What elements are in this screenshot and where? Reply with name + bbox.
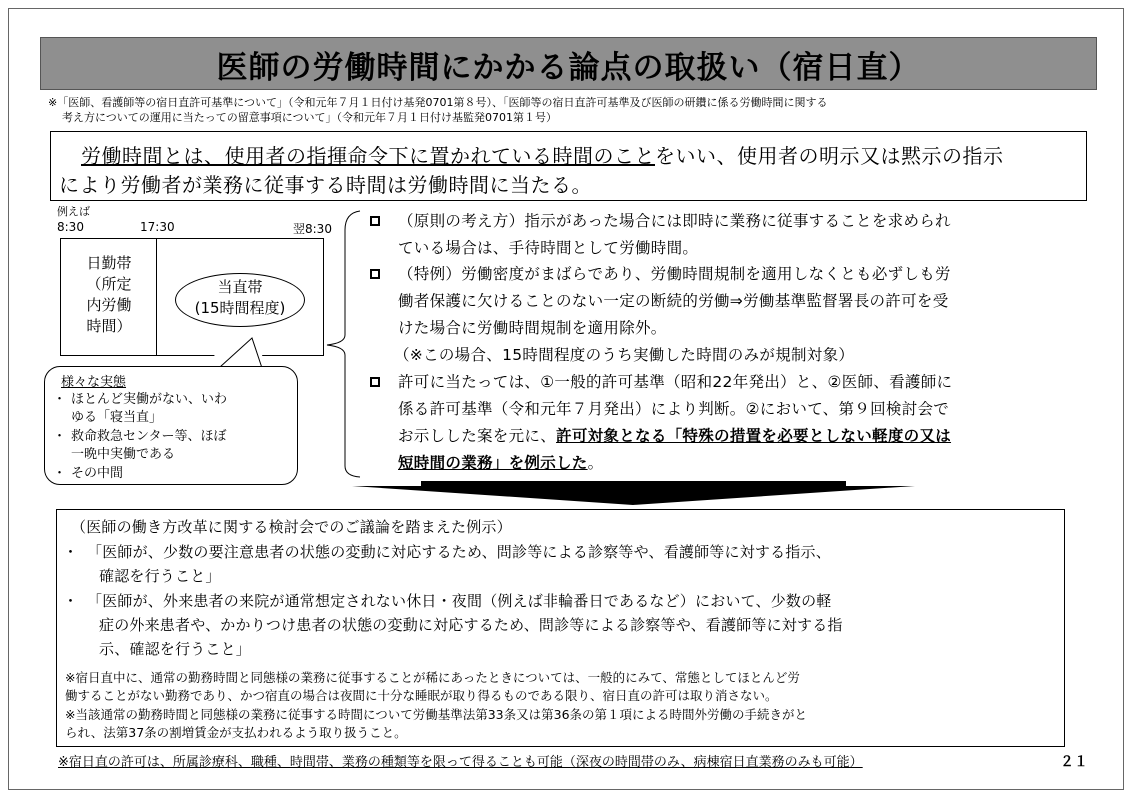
example-2-line-3: 示、確認を行うこと」 [99, 640, 252, 658]
note-1-line-2: 働することがない勤務であり、かつ宿直の場合は夜間に十分な睡眠が取り得るものである限り、宿日直の許可は取り消さない。 [65, 688, 778, 703]
rule-3-emphasis-2: 短時間の業務」を例示した [398, 454, 588, 472]
note-1-line-1: ※宿日直中に、通常の勤務時間と同態様の業務に従事することが稀にあったときについては、一般的にみて、常態としてほとんど労 [65, 670, 800, 685]
night-shift-line: (15時間程度) [194, 299, 286, 317]
source-note-line-1: ※「医師、看護師等の宿日直許可基準について」（令和元年７月１日付け基発0701第８号）、「医師等の宿日直許可基準及び医師の研鑽に係る労働時間に関する [48, 96, 828, 109]
reality-item-1a: ほとんど実働がない、いわ [71, 392, 228, 407]
example-2-line-2: 症の外来患者や、かかりつけ患者の状態の変動に対応するため、問診等による診察等や、看護師等に対する指 [99, 616, 843, 634]
reality-bullet: ・ [53, 429, 67, 444]
time-end: 翌8:30 [293, 222, 332, 236]
down-arrow [352, 481, 915, 505]
rule-3-line-3 [398, 424, 951, 446]
time-mid: 17:30 [140, 220, 175, 234]
rule-2-line-3: けた場合に労働時間規制を適用除外。 [398, 319, 667, 337]
rule-1-line-1: （原則の考え方）指示があった場合には即時に業務に従事することを求められ [398, 212, 951, 230]
reality-bullet: ・ [53, 392, 67, 407]
rule-2-note: （※この場合、15時間程度のうち実働した時間のみが規制対象） [394, 346, 855, 364]
rule-3-emphasis: 許可対象となる「特殊の措置を必要としない軽度の又は [556, 427, 952, 445]
day-shift-line: （所定 [86, 275, 132, 293]
definition-rest: をいい、使用者の明示又は黙示の指示 [655, 144, 1004, 168]
examples-box [56, 509, 1065, 747]
example-2-line-1: 「医師が、外来患者の来院が通常想定されない休日・夜間（例えば非輪番日であるなど）において、少数の軽 [87, 592, 832, 610]
rule-3-line-4 [398, 451, 603, 473]
definition-underlined: 労働時間とは、使用者の指揮命令下に置かれている時間のこと [81, 144, 655, 168]
reality-bubble [44, 366, 298, 485]
reality-item-2b: 一晩中実働である [71, 447, 176, 462]
day-shift-line: 日勤帯 [86, 254, 132, 272]
source-note-line-2: 考え方についての運用に当たっての留意事項について」（令和元年７月１日付け基監発0701第１号） [62, 111, 558, 124]
example-1-line-1: 「医師が、少数の要注意患者の状態の変動に対応するため、問診等による診察等や、看護師等に対する指示、 [87, 543, 831, 561]
rule-3-line-2: 係る許可基準（令和元年７月発出）により判断。②において、第９回検討会で [398, 400, 950, 418]
page-title: 医師の労働時間にかかる論点の取扱い（宿日直） [216, 50, 921, 86]
day-shift-line: 時間） [86, 317, 132, 335]
page-number: ２１ [1060, 754, 1088, 770]
checkbox-square-icon [370, 269, 380, 279]
footer-note: ※宿日直の許可は、所属診療科、職種、時間帯、業務の種類等を限って得ることも可能（深夜の時間帯のみ、病棟宿日直業務のみも可能） [58, 755, 863, 770]
example-label: 例えば [57, 205, 90, 218]
bracket [327, 211, 360, 477]
reality-item-3: その中間 [71, 466, 124, 481]
reality-item-2a: 救命救急センター等、ほぼ [71, 429, 227, 444]
note-2-line-1: ※当該通常の勤務時間と同態様の業務に従事する時間について労働基準法第33条又は第36条の第１項による時間外労働の手続きがと [65, 707, 808, 722]
checkbox-square-icon [370, 216, 380, 226]
rule-1-line-2: ている場合は、手待時間として労働時間。 [398, 239, 699, 257]
definition-line-2: により労働者が業務に従事する時間は労働時間に当たる。 [59, 173, 592, 197]
example-1-line-2: 確認を行うこと」 [99, 567, 221, 585]
day-shift-line: 内労働 [86, 296, 132, 314]
rule-3-plain: お示しした案を元に、 [398, 427, 557, 445]
reality-bullet: ・ [53, 466, 67, 481]
checkbox-square-icon [370, 377, 380, 387]
examples-bullet: ・ [63, 592, 79, 610]
night-shift-line: 当直帯 [217, 278, 263, 296]
reality-item-1b: ゆる「寝当直」 [71, 410, 163, 425]
rule-2-line-1: （特例）労働密度がまばらであり、労働時間規制を適用しなくとも必ずしも労 [398, 265, 951, 283]
rule-3-end: 。 [587, 454, 604, 472]
examples-heading: （医師の働き方改革に関する検討会でのご議論を踏まえた例示） [71, 518, 512, 536]
examples-bullet: ・ [63, 543, 79, 561]
note-2-line-2: られ、法第37条の割増賃金が支払われるよう取り扱うこと。 [65, 725, 407, 740]
rule-3-line-1: 許可に当たっては、①一般的許可基準（昭和22年発出）と、②医師、看護師に [398, 373, 953, 391]
reality-title: 様々な実態 [61, 375, 127, 390]
time-start: 8:30 [57, 220, 84, 234]
rule-2-line-2: 働者保護に欠けることのない一定の断続的労働⇒労働基準監督署長の許可を受 [398, 292, 949, 310]
